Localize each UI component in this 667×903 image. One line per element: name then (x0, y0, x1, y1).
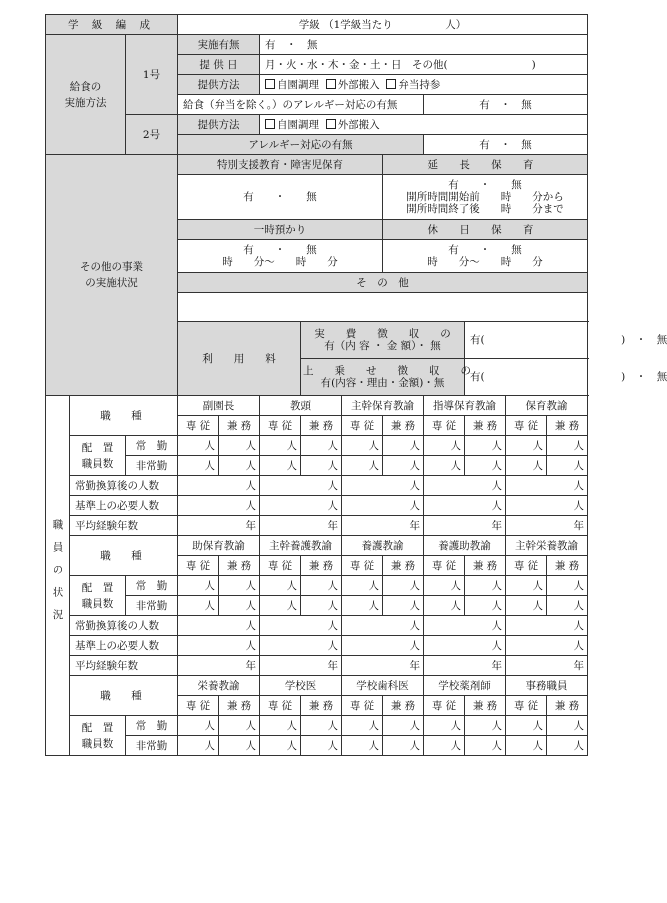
job-title: 学校歯科医 (342, 676, 424, 696)
summary-cell[interactable]: 人 (342, 636, 424, 656)
staff-summary-row (46, 476, 588, 496)
summary-cell[interactable]: 人 (342, 496, 424, 516)
concurrent-header: 兼 務 (301, 556, 342, 576)
concurrent-header: 兼 務 (301, 696, 342, 716)
required-label: 基準上の必要人数 (70, 636, 178, 656)
job-title: 主幹養護教諭 (260, 536, 342, 556)
summary-cell[interactable]: 人 (342, 476, 424, 496)
extended-care-value[interactable]: 有 ・ 無 (448, 179, 522, 191)
staff-summary-row (46, 516, 588, 536)
person-count-cell[interactable]: 人 (424, 736, 465, 756)
fee-extra-label-line1: 上 乗 せ 徴 収 の (303, 365, 471, 377)
full-time-header: 専 従 (260, 416, 301, 436)
person-count-cell[interactable]: 人 (260, 436, 301, 456)
form-table (45, 14, 667, 756)
person-count-cell[interactable]: 人 (547, 436, 588, 456)
full-time-header: 専 従 (178, 696, 219, 716)
job-title: 栄養教諭 (178, 676, 260, 696)
staff-summary-row (46, 656, 588, 676)
checkbox[interactable] (386, 79, 396, 89)
fte-label: 常勤換算後の人数 (70, 616, 178, 636)
person-count-cell[interactable]: 人 (260, 596, 301, 616)
lunch-label: 給食の 実施方法 (46, 35, 126, 155)
person-count-cell[interactable]: 人 (383, 456, 424, 476)
lunch-no2-allergy-value[interactable]: 有 ・ 無 (424, 135, 588, 155)
facility-form (45, 14, 667, 756)
person-count-cell[interactable]: 人 (219, 596, 260, 616)
person-count-cell[interactable]: 人 (465, 576, 506, 596)
lunch-no1-method-options (260, 75, 588, 95)
summary-cell[interactable]: 人 (506, 636, 588, 656)
option-label: 外部搬入 (337, 118, 380, 131)
person-count-cell[interactable]: 人 (219, 576, 260, 596)
staff-summary-row (46, 616, 588, 636)
person-count-cell[interactable]: 人 (465, 716, 506, 736)
person-count-cell[interactable]: 人 (424, 576, 465, 596)
person-count-cell[interactable]: 人 (219, 716, 260, 736)
other-services-label: その他の事業 の実施状況 (46, 155, 178, 396)
special-ed-label: 特別支援教育・障害児保育 (178, 155, 383, 175)
regular-label: 常 勤 (126, 576, 178, 596)
full-time-header: 専 従 (424, 416, 465, 436)
full-time-header: 専 従 (342, 416, 383, 436)
person-count-cell[interactable]: 人 (383, 716, 424, 736)
option-label: 自園調理 (277, 118, 319, 131)
person-count-cell[interactable]: 人 (506, 436, 547, 456)
person-count-cell[interactable]: 人 (547, 716, 588, 736)
temporary-care-label: 一時預かり (178, 220, 383, 240)
person-count-cell[interactable]: 人 (383, 596, 424, 616)
fee-actual-label (301, 322, 465, 359)
summary-cell[interactable]: 人 (506, 496, 588, 516)
summary-cell[interactable]: 人 (178, 496, 260, 516)
person-count-cell[interactable]: 人 (178, 596, 219, 616)
summary-cell[interactable]: 人 (178, 636, 260, 656)
job-title: 養護教諭 (342, 536, 424, 556)
part-time-label: 非常勤 (126, 456, 178, 476)
staff-count-row (46, 576, 588, 596)
summary-cell[interactable]: 年 (342, 656, 424, 676)
summary-cell[interactable]: 年 (424, 516, 506, 536)
extended-care-after[interactable]: 開所時間終了後 時 分まで (406, 203, 564, 215)
fee-actual-label-line1: 実 費 徴 収 の (314, 328, 451, 340)
part-time-label: 非常勤 (126, 736, 178, 756)
class-org-value[interactable]: 学級 （1学級当たり 人） (178, 15, 588, 35)
option-label: 外部搬入 (337, 78, 380, 91)
full-time-header: 専 従 (506, 556, 547, 576)
summary-cell[interactable]: 年 (178, 656, 260, 676)
person-count-cell[interactable]: 人 (342, 436, 383, 456)
option-label: 自園調理 (277, 78, 319, 91)
lunch-row (46, 35, 588, 55)
lunch-no1-days-value[interactable]: 月・火・水・木・金・土・日 その他( ) (260, 55, 588, 75)
job-title: 保育教諭 (506, 396, 588, 416)
fee-extra-value[interactable]: 有( ) ・ 無 (465, 359, 588, 396)
person-count-cell[interactable]: 人 (383, 576, 424, 596)
full-time-header: 専 従 (424, 696, 465, 716)
lunch-no1-allergy-label: 給食（弁当を除く。）のアレルギー対応の有無 (178, 95, 424, 115)
summary-cell[interactable]: 人 (424, 616, 506, 636)
full-time-header: 専 従 (342, 696, 383, 716)
summary-cell[interactable]: 年 (506, 516, 588, 536)
summary-cell[interactable]: 年 (260, 656, 342, 676)
person-count-cell[interactable]: 人 (301, 576, 342, 596)
person-count-cell[interactable]: 人 (547, 596, 588, 616)
summary-cell[interactable]: 人 (178, 476, 260, 496)
staff-job-row (46, 396, 588, 416)
summary-cell[interactable]: 年 (342, 516, 424, 536)
summary-cell[interactable]: 人 (178, 616, 260, 636)
summary-cell[interactable]: 人 (506, 616, 588, 636)
lunch-no2-method-label: 提供方法 (178, 115, 260, 135)
person-count-cell[interactable]: 人 (260, 716, 301, 736)
concurrent-header: 兼 務 (383, 696, 424, 716)
person-count-cell[interactable]: 人 (178, 736, 219, 756)
person-count-cell[interactable]: 人 (219, 436, 260, 456)
placement-label: 配 置 職員数 (70, 576, 126, 616)
concurrent-header: 兼 務 (383, 556, 424, 576)
staff-job-row (46, 536, 588, 556)
person-count-cell[interactable]: 人 (178, 436, 219, 456)
summary-cell[interactable]: 人 (424, 636, 506, 656)
full-time-header: 専 従 (506, 696, 547, 716)
class-org-label: 学 級 編 成 (46, 15, 178, 35)
other-label: そ の 他 (178, 273, 588, 293)
holiday-care-label: 休 日 保 育 (383, 220, 588, 240)
staff-count-row (46, 456, 588, 476)
other-value[interactable] (178, 293, 588, 322)
lunch-no1-method-label: 提供方法 (178, 75, 260, 95)
job-title: 養護助教諭 (424, 536, 506, 556)
checkbox[interactable] (326, 79, 336, 89)
services-row (46, 155, 588, 175)
person-count-cell[interactable]: 人 (178, 716, 219, 736)
extended-care-before[interactable]: 開所時間開始前 時 分から (406, 191, 564, 203)
lunch-no2-label: 2号 (126, 115, 178, 155)
summary-cell[interactable]: 人 (260, 496, 342, 516)
person-count-cell[interactable]: 人 (547, 736, 588, 756)
part-time-label: 非常勤 (126, 596, 178, 616)
job-title: 主幹保育教諭 (342, 396, 424, 416)
person-count-cell[interactable]: 人 (342, 736, 383, 756)
person-count-cell[interactable]: 人 (465, 736, 506, 756)
person-count-cell[interactable]: 人 (383, 736, 424, 756)
extended-care-values (383, 175, 588, 220)
summary-cell[interactable]: 人 (260, 616, 342, 636)
staff-count-row (46, 436, 588, 456)
concurrent-header: 兼 務 (219, 416, 260, 436)
job-title: 教頭 (260, 396, 342, 416)
staff-summary-row (46, 496, 588, 516)
job-label: 職 種 (70, 676, 178, 716)
required-label: 基準上の必要人数 (70, 496, 178, 516)
concurrent-header: 兼 務 (465, 416, 506, 436)
full-time-header: 専 従 (178, 416, 219, 436)
person-count-cell[interactable]: 人 (465, 436, 506, 456)
concurrent-header: 兼 務 (219, 556, 260, 576)
person-count-cell[interactable]: 人 (424, 716, 465, 736)
person-count-cell[interactable]: 人 (506, 736, 547, 756)
person-count-cell[interactable]: 人 (301, 596, 342, 616)
lunch-no2-method-options (260, 115, 588, 135)
person-count-cell[interactable]: 人 (342, 456, 383, 476)
person-count-cell[interactable]: 人 (547, 576, 588, 596)
regular-label: 常 勤 (126, 716, 178, 736)
job-title: 学校薬剤師 (424, 676, 506, 696)
avg-years-label: 平均経験年数 (70, 516, 178, 536)
holiday-care-values (383, 240, 588, 273)
person-count-cell[interactable]: 人 (301, 456, 342, 476)
job-label: 職 種 (70, 396, 178, 436)
person-count-cell[interactable]: 人 (178, 576, 219, 596)
fee-actual-label-line2: 有（内 容 ・ 金 額）・ 無 (324, 340, 441, 352)
checkbox[interactable] (265, 79, 275, 89)
concurrent-header: 兼 務 (465, 556, 506, 576)
full-time-header: 専 従 (178, 556, 219, 576)
person-count-cell[interactable]: 人 (465, 596, 506, 616)
checkbox[interactable] (265, 119, 275, 129)
person-count-cell[interactable]: 人 (260, 736, 301, 756)
lunch-no1-allergy-value[interactable]: 有 ・ 無 (424, 95, 588, 115)
person-count-cell[interactable]: 人 (342, 576, 383, 596)
person-count-cell[interactable]: 人 (465, 456, 506, 476)
avg-years-label: 平均経験年数 (70, 656, 178, 676)
job-title: 学校医 (260, 676, 342, 696)
fees-label: 利 用 料 (178, 322, 301, 396)
person-count-cell[interactable]: 人 (506, 596, 547, 616)
extended-care-label: 延 長 保 育 (383, 155, 588, 175)
person-count-cell[interactable]: 人 (219, 736, 260, 756)
person-count-cell[interactable]: 人 (342, 716, 383, 736)
concurrent-header: 兼 務 (547, 556, 588, 576)
placement-label: 配 置 職員数 (70, 436, 126, 476)
fte-label: 常勤換算後の人数 (70, 476, 178, 496)
temporary-care-value[interactable]: 有 ・ 無 (243, 244, 317, 256)
staff-summary-row (46, 636, 588, 656)
summary-cell[interactable]: 人 (260, 476, 342, 496)
summary-cell[interactable]: 年 (178, 516, 260, 536)
person-count-cell[interactable]: 人 (506, 456, 547, 476)
staff-job-row (46, 676, 588, 696)
person-count-cell[interactable]: 人 (506, 576, 547, 596)
temporary-care-time[interactable]: 時 分～ 時 分 (222, 256, 338, 268)
full-time-header: 専 従 (260, 556, 301, 576)
summary-cell[interactable]: 年 (424, 656, 506, 676)
staff-side-label: 職員の状況 (46, 396, 70, 756)
concurrent-header: 兼 務 (465, 696, 506, 716)
lunch-no1-days-label: 提 供 日 (178, 55, 260, 75)
lunch-no1-exists-label: 実施有無 (178, 35, 260, 55)
lunch-no2-allergy-label: アレルギー対応の有無 (178, 135, 424, 155)
summary-cell[interactable]: 年 (260, 516, 342, 536)
job-title: 副園長 (178, 396, 260, 416)
person-count-cell[interactable]: 人 (383, 436, 424, 456)
summary-cell[interactable]: 人 (506, 476, 588, 496)
lunch-no1-label: 1号 (126, 35, 178, 115)
summary-cell[interactable]: 年 (506, 656, 588, 676)
staff-count-row (46, 716, 588, 736)
job-title: 主幹栄養教諭 (506, 536, 588, 556)
lunch-no1-exists-value[interactable]: 有 ・ 無 (260, 35, 588, 55)
regular-label: 常 勤 (126, 436, 178, 456)
person-count-cell[interactable]: 人 (547, 456, 588, 476)
concurrent-header: 兼 務 (547, 416, 588, 436)
person-count-cell[interactable]: 人 (424, 596, 465, 616)
full-time-header: 専 従 (506, 416, 547, 436)
job-label: 職 種 (70, 536, 178, 576)
fee-extra-label (301, 359, 471, 396)
staff-count-row (46, 596, 588, 616)
full-time-header: 専 従 (260, 696, 301, 716)
summary-cell[interactable]: 人 (424, 476, 506, 496)
person-count-cell[interactable]: 人 (424, 436, 465, 456)
fee-actual-value[interactable]: 有( ) ・ 無 (465, 322, 588, 359)
person-count-cell[interactable]: 人 (424, 456, 465, 476)
person-count-cell[interactable]: 人 (342, 596, 383, 616)
concurrent-header: 兼 務 (383, 416, 424, 436)
staff-section (46, 396, 588, 756)
person-count-cell[interactable]: 人 (219, 456, 260, 476)
lunch-row (46, 115, 588, 135)
holiday-care-value[interactable]: 有 ・ 無 (448, 244, 522, 256)
class-org-row (46, 15, 588, 35)
summary-cell[interactable]: 人 (424, 496, 506, 516)
placement-label: 配 置 職員数 (70, 716, 126, 756)
summary-cell[interactable]: 人 (260, 636, 342, 656)
job-title: 助保育教諭 (178, 536, 260, 556)
fee-extra-label-line2: 有(内容・理由・金額)・無 (320, 377, 445, 389)
option-label: 弁当持参 (398, 78, 441, 91)
checkbox[interactable] (326, 119, 336, 129)
full-time-header: 専 従 (424, 556, 465, 576)
person-count-cell[interactable]: 人 (301, 716, 342, 736)
person-count-cell[interactable]: 人 (506, 716, 547, 736)
special-ed-value[interactable]: 有 ・ 無 (178, 175, 383, 220)
holiday-care-time[interactable]: 時 分～ 時 分 (427, 256, 543, 268)
person-count-cell[interactable]: 人 (260, 456, 301, 476)
temporary-care-values (178, 240, 383, 273)
concurrent-header: 兼 務 (301, 416, 342, 436)
person-count-cell[interactable]: 人 (301, 436, 342, 456)
concurrent-header: 兼 務 (219, 696, 260, 716)
full-time-header: 専 従 (342, 556, 383, 576)
person-count-cell[interactable]: 人 (260, 576, 301, 596)
person-count-cell[interactable]: 人 (301, 736, 342, 756)
concurrent-header: 兼 務 (547, 696, 588, 716)
job-title: 指導保育教諭 (424, 396, 506, 416)
job-title: 事務職員 (506, 676, 588, 696)
person-count-cell[interactable]: 人 (178, 456, 219, 476)
summary-cell[interactable]: 人 (342, 616, 424, 636)
staff-count-row (46, 736, 588, 756)
